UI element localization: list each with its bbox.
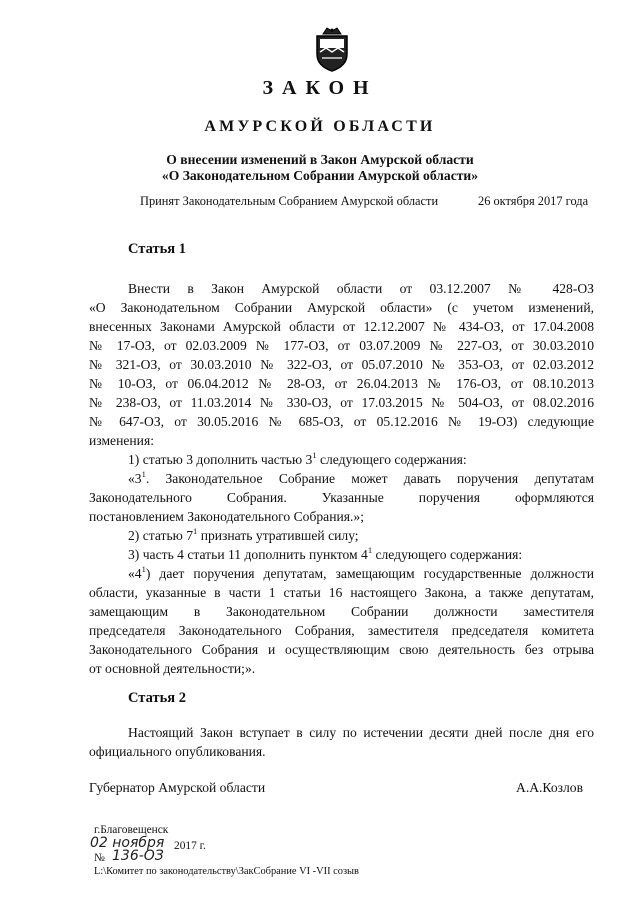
item-3-prefix: 3) часть 4 статьи 11 дополнить пунктом 4 bbox=[128, 547, 368, 562]
paragraph-line: Внести в Закон Амурской области от 03.12.2007 № 428-ОЗ bbox=[128, 281, 594, 296]
amur-coat-of-arms-icon bbox=[313, 26, 351, 72]
article-2-heading: Статья 2 bbox=[128, 690, 186, 706]
paragraph-line: № 321-ОЗ, от 30.03.2010 № 322-ОЗ, от 05.07.2010 № 353-ОЗ, от 02.03.2012 bbox=[89, 357, 594, 372]
item-3 bbox=[128, 545, 594, 564]
paragraph-line: № 238-ОЗ, от 11.03.2014 № 330-ОЗ, от 17.03.2015 № 504-ОЗ, от 08.02.2016 bbox=[89, 395, 594, 410]
superscript: 1 bbox=[312, 450, 317, 460]
paragraph-line: № 10-ОЗ, от 06.04.2012 № 28-ОЗ, от 26.04.2013 № 176-ОЗ, от 08.10.2013 bbox=[89, 376, 594, 391]
paragraph-line: № 17-ОЗ, от 02.03.2009 № 177-ОЗ, от 03.07.2009 № 227-ОЗ, от 30.03.2010 bbox=[89, 338, 594, 353]
article-2-line: Настоящий Закон вступает в силу по истечении десяти дней после дня его bbox=[128, 725, 594, 740]
quote-2-line: замещающим в Законодательном Собрании должности заместителя bbox=[89, 604, 594, 619]
quote-2-line: области, указанные в части 1 статьи 16 настоящего Закона, а также депутатам, bbox=[89, 585, 594, 600]
quote-2-open: «4 bbox=[128, 566, 142, 581]
quote-2-line: Законодательного Собрания и осуществляющим свою деятельность без отрыва bbox=[89, 642, 594, 657]
item-2-suffix: признать утратившей силу; bbox=[197, 528, 359, 543]
paragraph-line: «О Законодательном Собрании Амурской области» (с учетом изменений, bbox=[89, 300, 594, 315]
city: г.Благовещенск bbox=[94, 824, 169, 836]
number-prefix: № bbox=[94, 852, 105, 864]
quote-1-text: . Законодательное Собрание может давать поручения депутатам bbox=[145, 471, 594, 486]
quote-1-line: постановлением Законодательного Собрания.»; bbox=[89, 509, 364, 524]
item-3-suffix: следующего содержания: bbox=[372, 547, 523, 562]
law-subtitle bbox=[0, 152, 640, 184]
handwritten-number: 136-ОЗ bbox=[112, 848, 164, 864]
superscript: 1 bbox=[141, 564, 146, 574]
handwritten-date: 02 ноября bbox=[90, 835, 165, 851]
item-2-prefix: 2) статью 7 bbox=[128, 528, 194, 543]
subtitle-line: О внесении изменений в Закон Амурской области bbox=[166, 152, 474, 167]
paragraph-line: внесенных Законами Амурской области от 12.12.2007 № 434-ОЗ, от 17.04.2008 bbox=[89, 319, 594, 334]
item-2 bbox=[128, 526, 594, 545]
quote-2-line: председателя Законодательного Собрания, заместителя председателя комитета bbox=[89, 623, 594, 638]
item-1-prefix: 1) статью 3 дополнить частью 3 bbox=[128, 452, 313, 467]
quote-2-line: от основной деятельности;». bbox=[89, 661, 256, 676]
file-path: L:\Комитет по законодательству\ЗакСобрание VI -VII созыв bbox=[94, 866, 359, 877]
year: 2017 г. bbox=[174, 840, 206, 852]
article-2-line: официального опубликования. bbox=[89, 744, 266, 759]
signatory-position: Губернатор Амурской области bbox=[89, 780, 266, 795]
document-title: ЗАКОН bbox=[262, 77, 378, 99]
quote-2-text: ) дает поручения депутатам, замещающим государственные должности bbox=[145, 566, 594, 581]
signatory-name: А.А.Козлов bbox=[516, 780, 583, 795]
subtitle-line: «О Законодательном Собрании Амурской области» bbox=[161, 168, 479, 183]
superscript: 1 bbox=[193, 526, 198, 536]
adopted-by: Принят Законодательным Собранием Амурской области bbox=[140, 194, 439, 208]
region-title: АМУРСКОЙ ОБЛАСТИ bbox=[204, 118, 436, 135]
paragraph-line: изменения: bbox=[89, 433, 154, 448]
quote-1-line: Законодательного Собрания. Указанные поручения оформляются bbox=[89, 490, 594, 505]
paragraph-line: № 647-ОЗ, от 30.05.2016 № 685-ОЗ, от 05.12.2016 № 19-ОЗ) следующие bbox=[89, 414, 594, 429]
quote-1-line bbox=[128, 469, 594, 488]
adoption-date: 26 октября 2017 года bbox=[478, 194, 589, 208]
article-1-heading: Статья 1 bbox=[128, 241, 186, 257]
quote-1-open: «3 bbox=[128, 471, 142, 486]
superscript: 1 bbox=[141, 469, 146, 479]
superscript: 1 bbox=[367, 545, 373, 555]
item-1 bbox=[128, 450, 594, 469]
item-1-suffix: следующего содержания: bbox=[316, 452, 467, 467]
quote-2-line bbox=[128, 564, 594, 583]
